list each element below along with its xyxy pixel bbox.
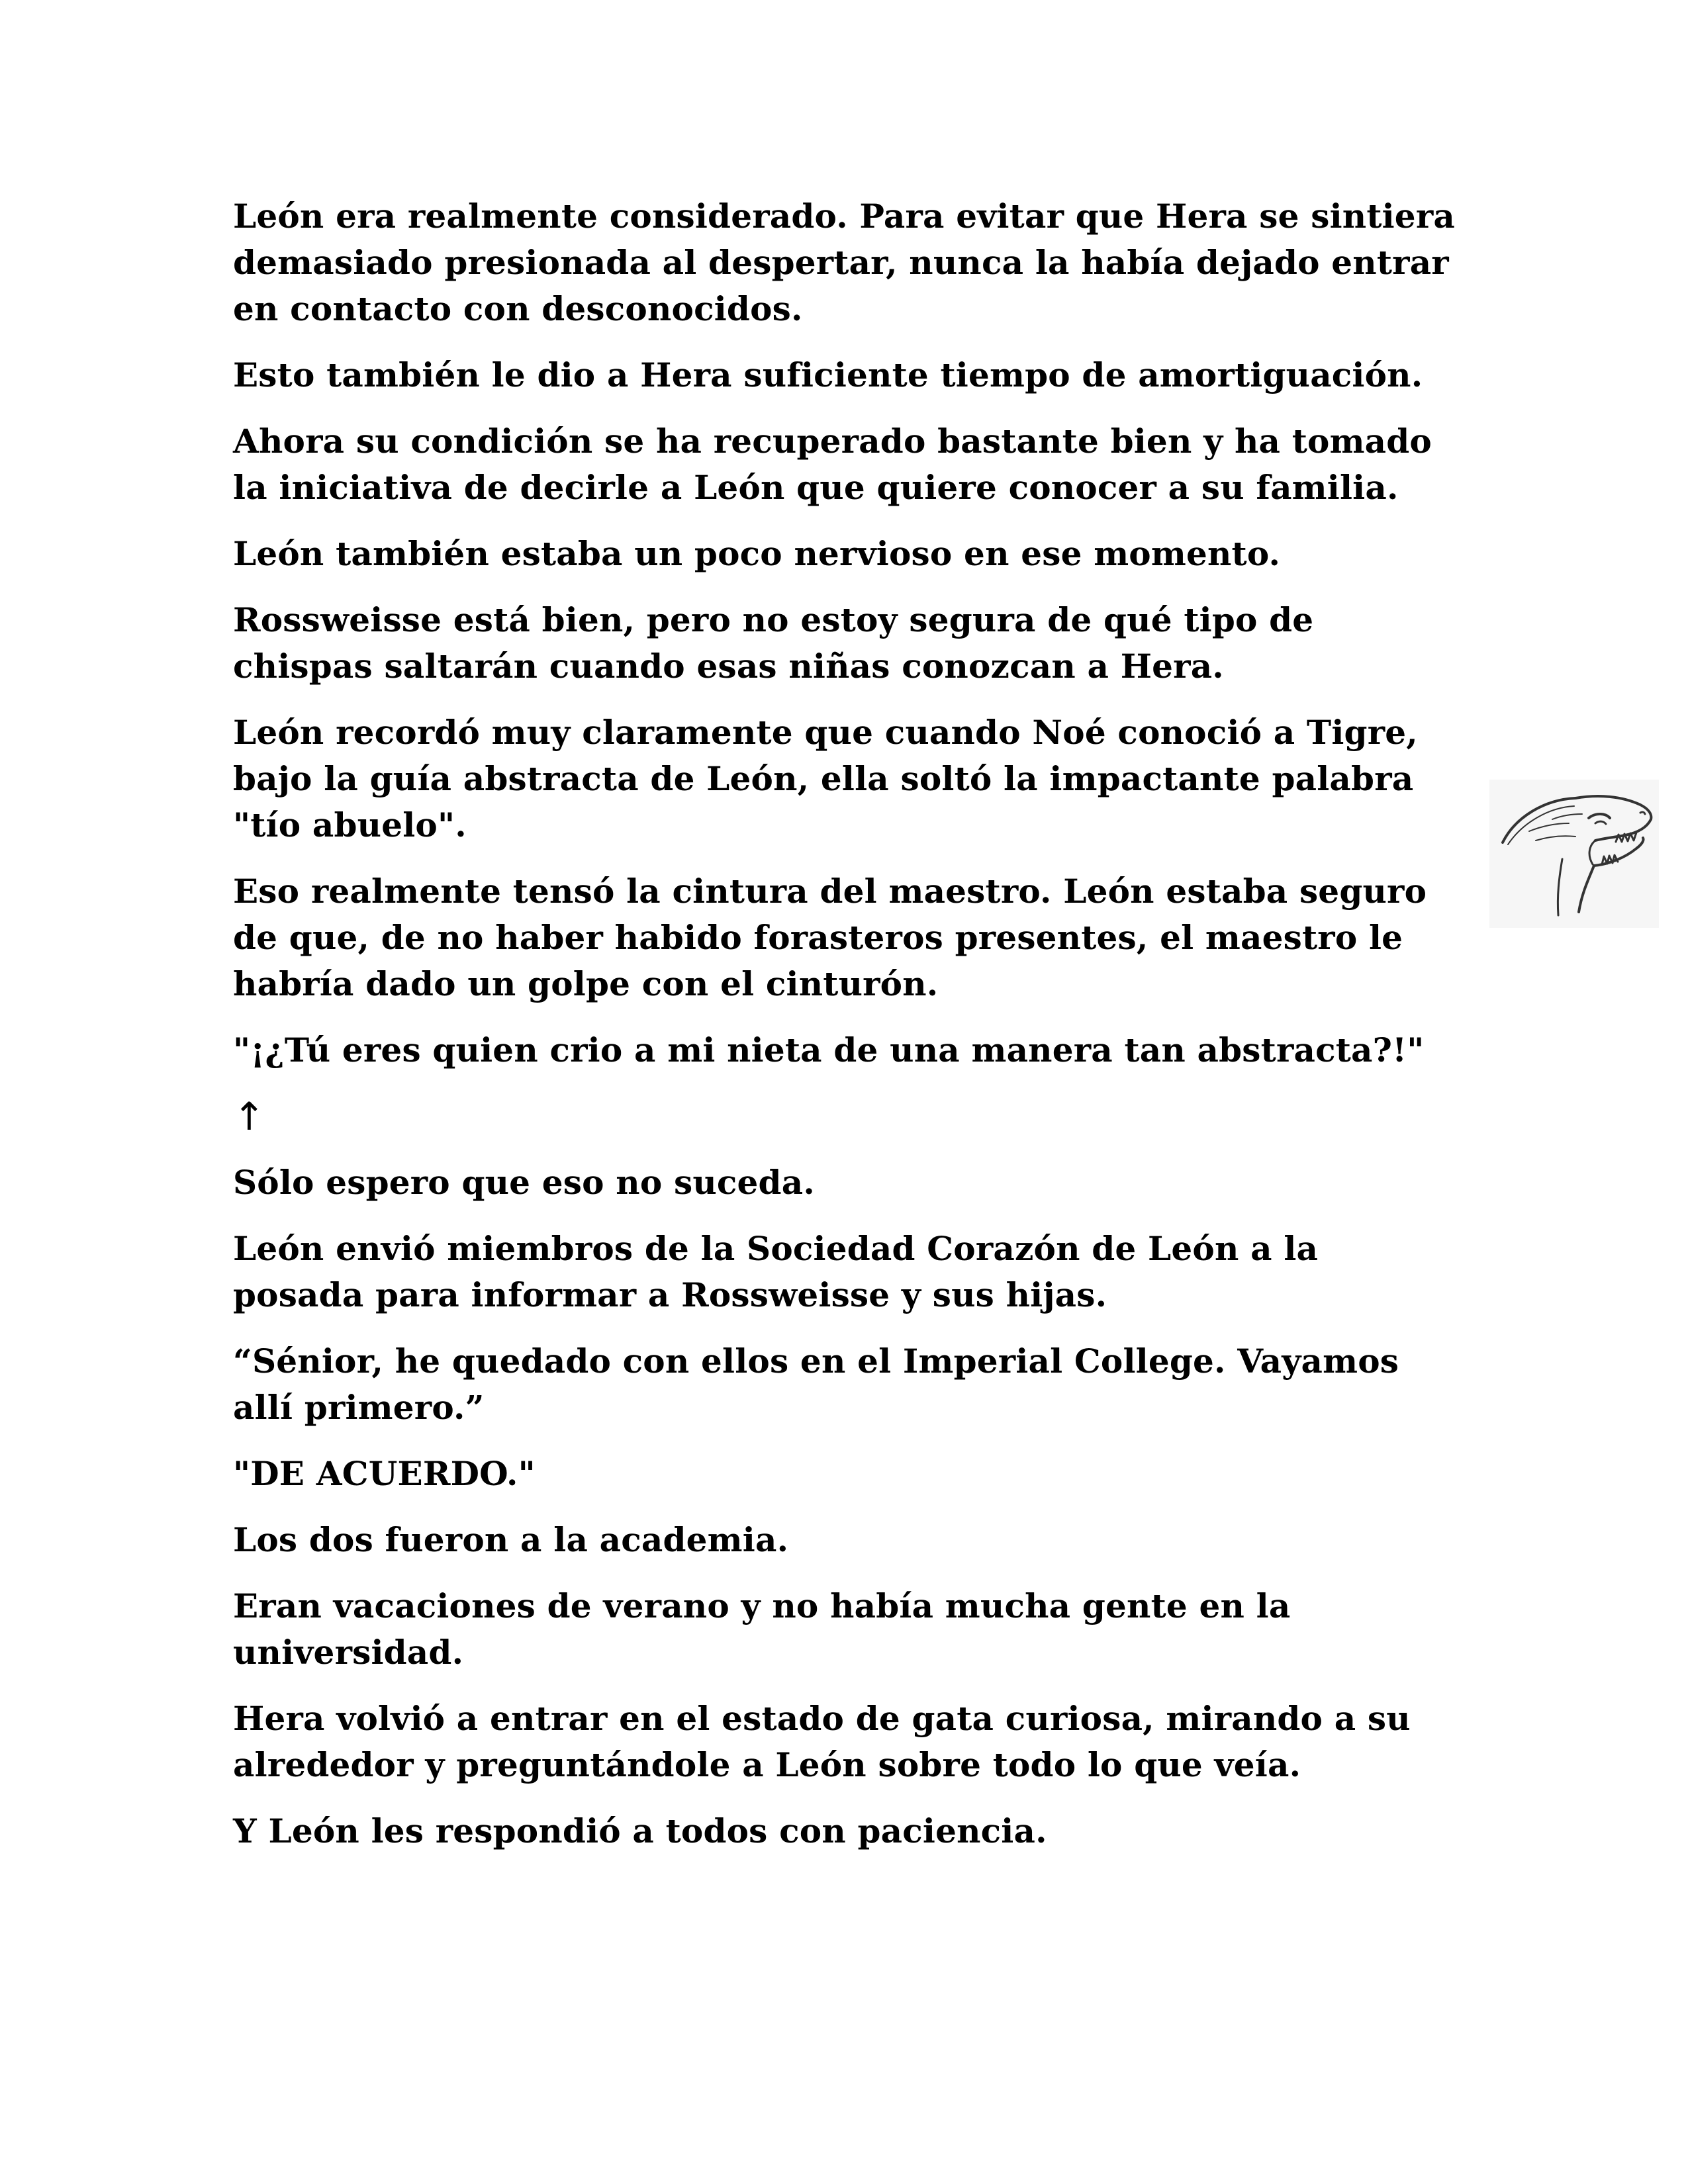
- paragraph: "¡¿Tú eres quien crio a mi nieta de una manera tan abstracta?!": [233, 1030, 1425, 1069]
- paragraph: Sólo espero que eso no suceda.: [233, 1163, 815, 1202]
- paragraph: Ahora su condición se ha recuperado bastante bien y ha tomado la iniciativa de decirle a León que quiere conocer a su familia.: [233, 422, 1432, 507]
- paragraph: Y León les respondió a todos con paciencia.: [233, 1811, 1047, 1850]
- paragraph: Eran vacaciones de verano y no había mucha gente en la universidad.: [233, 1586, 1291, 1672]
- body-text: [233, 193, 1458, 1874]
- paragraph: Hera volvió a entrar en el estado de gata curiosa, mirando a su alrededor y preguntándole a León sobre todo lo que veía.: [233, 1699, 1411, 1784]
- paragraph: León también estaba un poco nervioso en ese momento.: [233, 534, 1281, 573]
- paragraph: León era realmente considerado. Para evitar que Hera se sintiera demasiado presionada al despertar, nunca la había dejado entrar en contacto con desconocidos.: [233, 197, 1455, 328]
- paragraph: "DE ACUERDO.": [233, 1454, 536, 1493]
- paragraph: “Sénior, he quedado con ellos en el Imperial College. Vayamos allí primero.”: [233, 1342, 1399, 1427]
- paragraph: Esto también le dio a Hera suficiente tiempo de amortiguación.: [233, 355, 1423, 394]
- paragraph: León recordó muy claramente que cuando Noé conoció a Tigre, bajo la guía abstracta de León, ella soltó la impactante palabra "tío abuelo".: [233, 713, 1418, 844]
- dinosaur-head-sketch-icon: [1489, 780, 1659, 928]
- paragraph: Los dos fueron a la academia.: [233, 1520, 789, 1559]
- paragraph: Rossweisse está bien, pero no estoy segura de qué tipo de chispas saltarán cuando esas niñas conozcan a Hera.: [233, 600, 1314, 686]
- up-arrow-paragraph: ↑: [233, 1094, 265, 1139]
- paragraph: León envió miembros de la Sociedad Corazón de León a la posada para informar a Rossweisse y sus hijas.: [233, 1229, 1319, 1314]
- paragraph: Eso realmente tensó la cintura del maestro. León estaba seguro de que, de no haber habido forasteros presentes, el maestro le habría dado un golpe con el cinturón.: [233, 872, 1427, 1003]
